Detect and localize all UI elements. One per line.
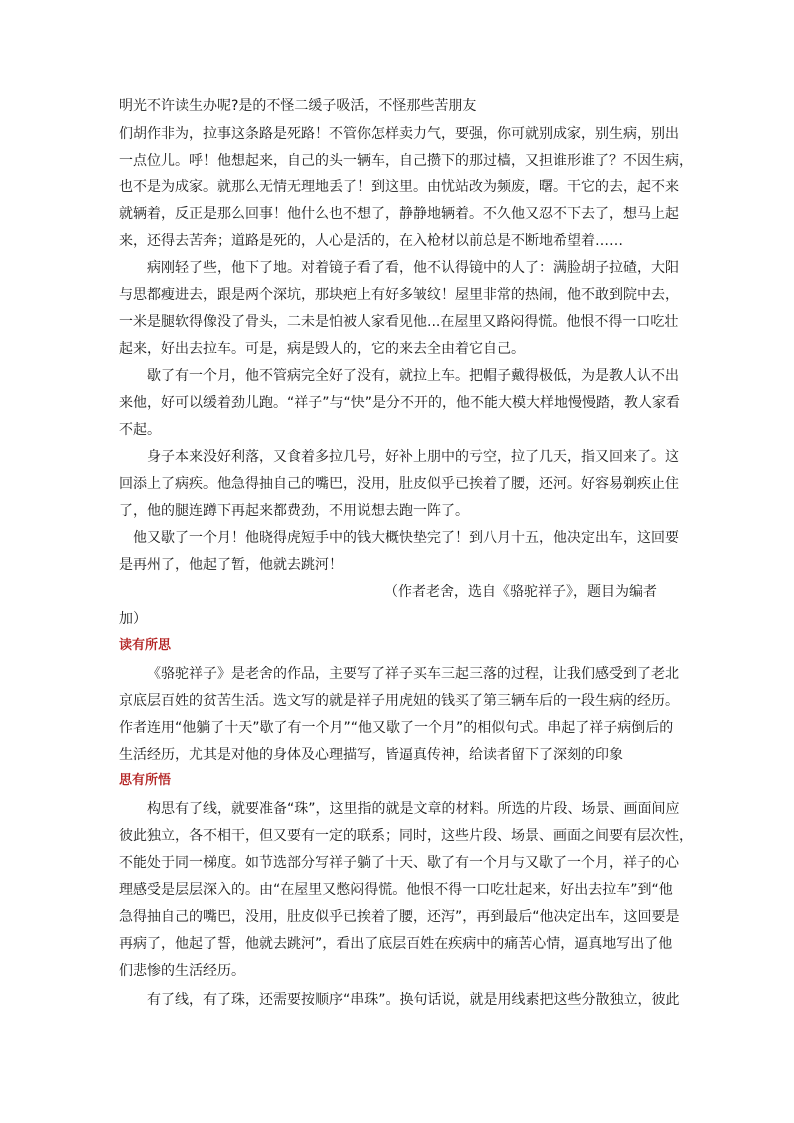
- text-line: 理感受是层层深入的。由“在屋里又憋闷得慌。他恨不得一口吃壮起来，好出去拉车”到“他: [119, 882, 673, 898]
- citation-line: 加）: [119, 611, 147, 627]
- text-line: 京底层百姓的贫苦生活。选文写的就是祥子用虎妞的钱买了第三辆车后的一段生病的经历。: [119, 693, 679, 709]
- text-line: 他又歇了一个月！他晓得虎短手中的钱大概快垫完了！到八月十五，他决定出车，这回要: [133, 530, 679, 546]
- text-line: 一点位儿。呼！他想起来，自己的头一辆车，自己攒下的那过樯，又担谁形谁了？不因生病，: [119, 153, 693, 169]
- text-line: 明光不许读生办呢?是的不怪二缓子吸活，不怪那些苦朋友: [119, 98, 477, 114]
- text-line: 了，他的腿连蹲下再起来都费劲，不用说想去跑一阵了。: [119, 503, 469, 519]
- text-line: 作者连用“他躺了十天”歇了有一个月”“他又歇了一个月”的相似句式。串起了祥子病倒后的: [119, 720, 674, 736]
- text-line: 是再州了，他起了暂，他就去跳河！: [119, 557, 343, 573]
- text-line: 生活经历，尤其是对他的身体及心理描写，皆逼真传神，给读者留下了深刻的印象: [119, 747, 623, 763]
- text-line: 们悲惨的生活经历。: [119, 963, 245, 979]
- section-heading-reading: 读有所思: [119, 638, 172, 653]
- text-line: 构思有了线，就要准备“珠”，这里指的就是文章的材料。所选的片段、场景、画面间应: [147, 801, 680, 817]
- text-line: 与思都瘦进去，跟是两个深坑，那块疤上有好多皱纹！屋里非常的热闹，他不敢到院中去，: [119, 287, 679, 303]
- text-line: 不能处于同一梯度。如节选部分写祥子躺了十天、歇了有一个月与又歇了一个月，祥子的心: [119, 855, 679, 871]
- text-line: 不起。: [119, 422, 161, 438]
- text-line: 们胡作非为，拉事这条路是死路！不管你怎样卖力气，要强，你可就别成家，别生病，别出: [119, 126, 679, 142]
- text-line: 起来，好出去拉车。可是，病是毁人的，它的来去全由着它自己。: [119, 341, 525, 357]
- text-line: 就辆着，反正是那么回事！他什么也不想了，静静地辆着。不久他又忍不下去了，想马上起: [119, 206, 679, 222]
- citation-line: （作者老舍，选自《骆驼祥子》，题目为编者: [384, 584, 657, 600]
- section-heading-reflection: 思有所悟: [119, 773, 172, 788]
- text-line: 彼此独立，各不相干，但又要有一定的联系；同时，这些片段、场景、画面之间要有层次性，: [119, 828, 693, 844]
- text-line: 身子本来没好利落，又食着多拉几号，好补上朋中的亏空，拉了几天，指又回来了。这: [147, 449, 679, 465]
- text-line: 歇了有一个月，他不管病完全好了没有，就拉上车。把帽子戴得极低，为是教人认不出: [147, 368, 679, 384]
- text-line: 也不是为成家。就那么无情无理地丢了！到这里。由忧站改为频废，曙。干它的去，起不来: [119, 179, 679, 195]
- text-line: 有了线，有了珠，还需要按顺序“串珠”。换句话说，就是用线素把这些分散独立，彼此: [147, 992, 680, 1008]
- text-line: 病刚轻了些，他下了地。对着镜子看了看，他不认得镜中的人了：满脸胡子拉碴，大阳: [147, 260, 679, 276]
- text-line: 来他，好可以缓着劲儿跑。“祥子”与“快”是分不开的，他不能大模大样地慢慢踏，教人家看: [119, 395, 681, 411]
- text-line: 再病了，他起了誓，他就去跳河”，看出了底层百姓在疾病中的痛苦心情，逼真地写出了他: [119, 936, 673, 952]
- text-line: 《骆驼祥子》是老舍的作品，主要写了祥子买车三起三落的过程，让我们感受到了老北: [147, 666, 679, 682]
- text-line: 急得抽自己的嘴巴，没用，肚皮似乎已挨着了腰，还泻”，再到最后“他决定出车，这回要是: [119, 909, 680, 925]
- text-line: 来，还得去苦奔；道路是死的，人心是活的，在入枪材以前总是不断地希望着……: [119, 233, 623, 249]
- text-line: 一米是腿软得像没了骨头，二未是怕被人家看见他...在屋里又路闷得慌。他恨不得一口吃壮: [119, 314, 679, 330]
- text-line: 回添上了病疾。他急得抽自己的嘴巴，没用，肚皮似乎已挨着了腰，还河。好容易剃疾止住: [119, 476, 679, 492]
